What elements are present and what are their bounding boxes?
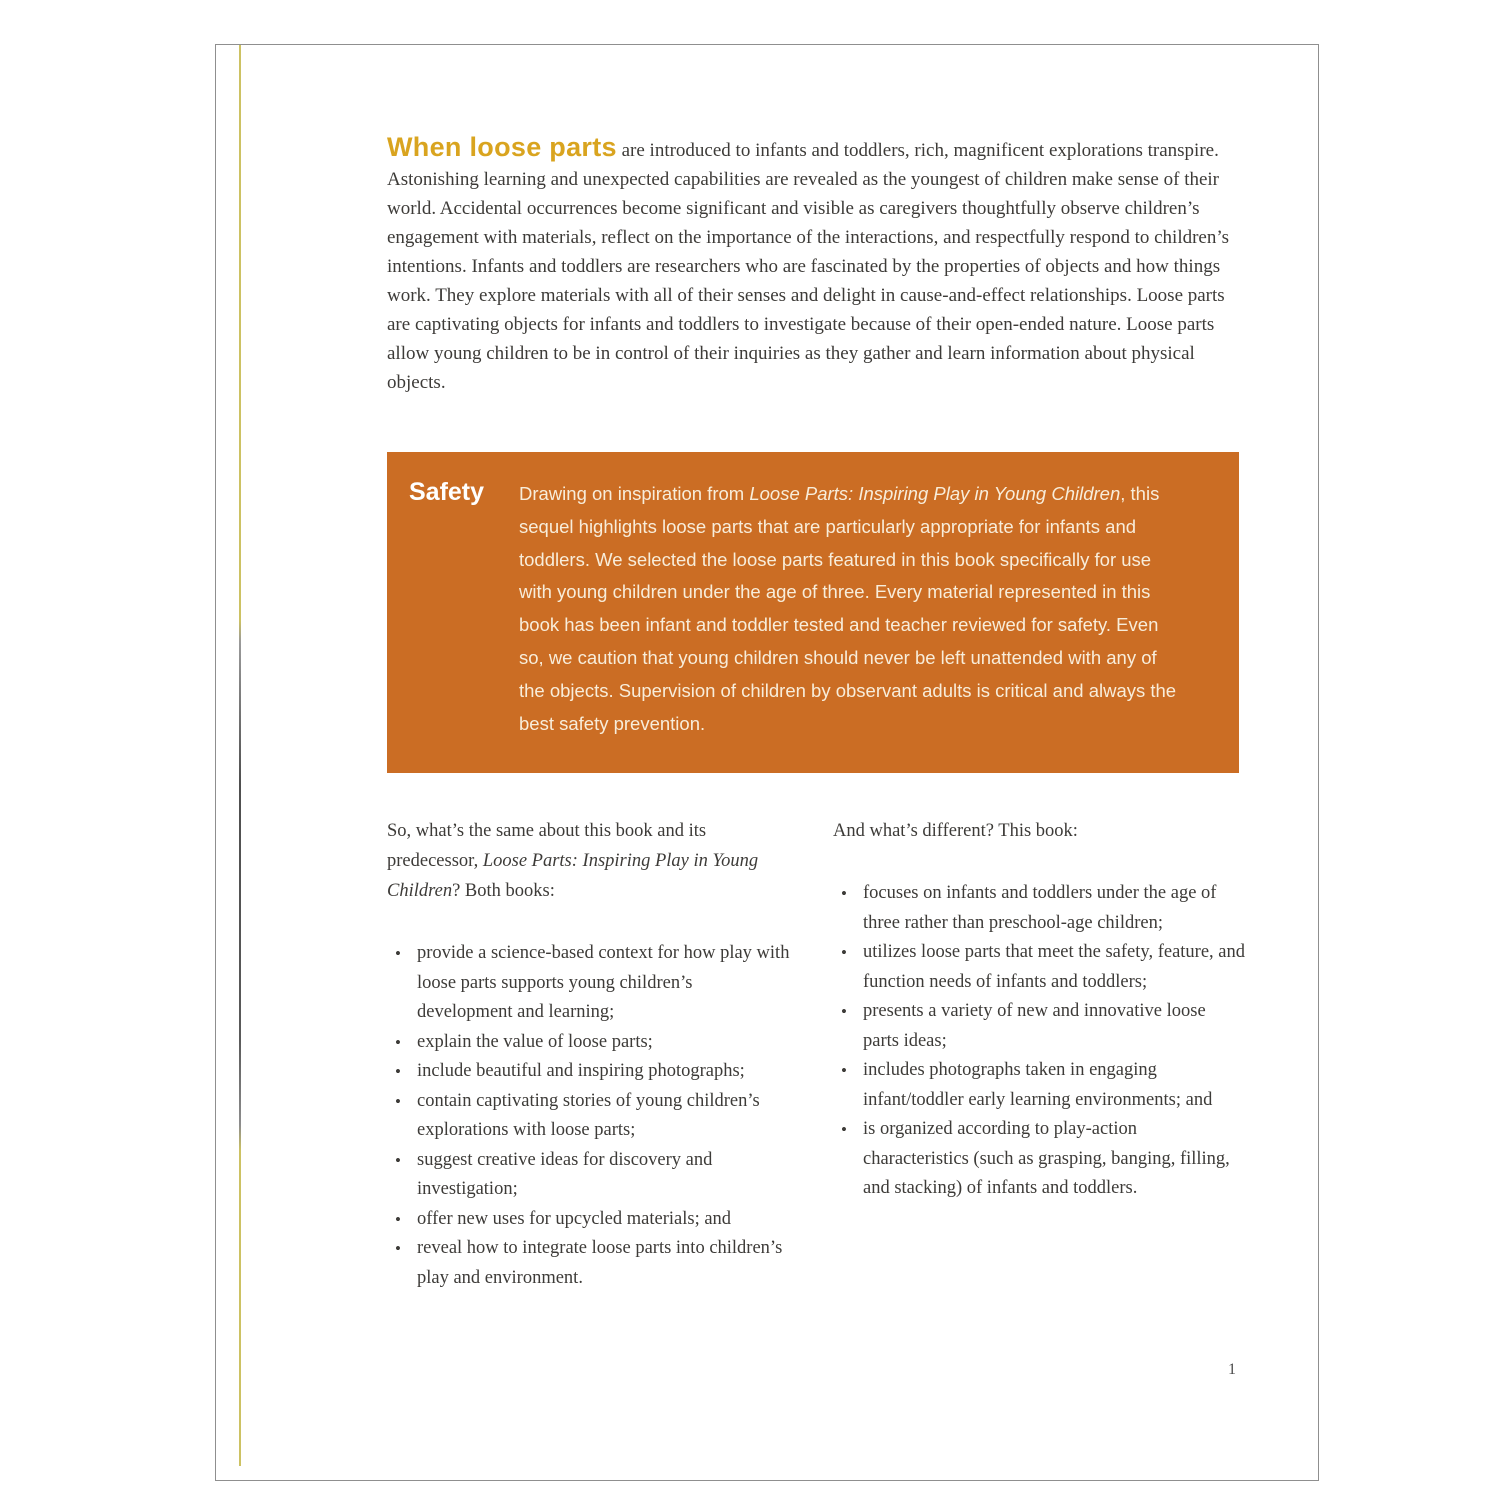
safety-box-text (519, 452, 1183, 740)
left-column (387, 816, 791, 1293)
safety-book-title: Loose Parts: Inspiring Play in Young Children (749, 483, 1121, 504)
different-question-intro: And what’s different? This book: (833, 821, 1078, 841)
lead-in-phrase: When loose parts (387, 132, 617, 162)
list-item: • utilizes loose parts that meet the safety, feature, and function needs of infants and toddlers; (833, 938, 1245, 997)
right-column (833, 816, 1245, 1293)
list-item: • provide a science-based context for how play with loose parts supports young children’s development and learning; (387, 939, 791, 1028)
safety-text-intro: Drawing on inspiration from (519, 483, 750, 504)
list-item: • include beautiful and inspiring photographs; (387, 1057, 791, 1087)
list-item: • reveal how to integrate loose parts into children’s play and environment. (387, 1234, 791, 1293)
list-item: • focuses on infants and toddlers under the age of three rather than preschool-age children; (833, 879, 1245, 938)
list-item: • is organized according to play-action characteristics (such as grasping, banging, filling, and stacking) of infants and toddlers. (833, 1115, 1245, 1204)
same-bullet-list (387, 939, 791, 1293)
same-intro-after: ? Both books: (452, 881, 555, 901)
list-item: • suggest creative ideas for discovery and investigation; (387, 1146, 791, 1205)
list-item: • contain captivating stories of young children’s explorations with loose parts; (387, 1087, 791, 1146)
list-item: • offer new uses for upcycled materials; and (387, 1205, 791, 1235)
safety-box-title: Safety (409, 478, 485, 506)
margin-accent-rule (239, 45, 241, 1466)
list-item: • presents a variety of new and innovative loose parts ideas; (833, 997, 1245, 1056)
safety-text-body: , this sequel highlights loose parts that are particularly appropriate for infants and toddlers. We selected the loose parts featured in this book specifically for use with young children under the age of three. Every material represented in this book has been infant and toddler tested and teacher reviewed for safety. Even so, we caution that young children should never be left unattended with any of the objects. Supervision of children by observant adults is critical and always the best safety prevention. (519, 483, 1177, 734)
same-question-intro (387, 816, 791, 906)
book-page (215, 44, 1319, 1481)
opening-paragraph (387, 133, 1241, 397)
list-item: • includes photographs taken in engaging infant/toddler early learning environments; and (833, 1056, 1245, 1115)
list-item: • explain the value of loose parts; (387, 1028, 791, 1058)
same-intro-before: So, what’s the same about this book and its predecessor, (387, 821, 707, 871)
two-column-section (387, 816, 1249, 1293)
page-number: 1 (1228, 1361, 1236, 1378)
safety-callout-box (387, 452, 1239, 773)
opening-paragraph-text: are introduced to infants and toddlers, rich, magnificent explorations transpire. Astonishing learning and unexpected capabilities are revealed as the youngest of children make sense of their world. Accidental occurrences become significant and visible as caregivers thoughtfully observe children’s engagement with materials, reflect on the importance of the interactions, and respectfully respond to children’s intentions. Infants and toddlers are researchers who are fascinated by the properties of objects and how things work. They explore materials with all of their senses and delight in cause-and-effect relationships. Loose parts are captivating objects for infants and toddlers to investigate because of their open-ended nature. Loose parts allow young children to be in control of their inquiries as they gather and learn information about physical objects. (387, 140, 1230, 393)
different-bullet-list (833, 879, 1245, 1204)
left-book-title: Loose Parts: Inspiring Play in Young Children (387, 851, 759, 901)
